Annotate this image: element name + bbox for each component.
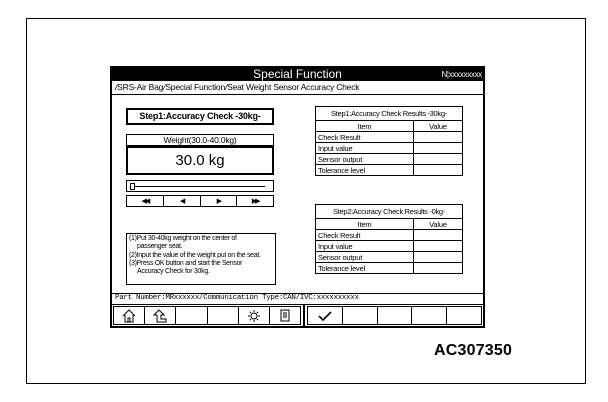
toolbar-right-group [307,306,482,325]
scan-tool-screen [110,66,485,328]
toolbar-divider [303,305,305,326]
back-icon [152,309,168,323]
table-header-row [316,121,463,132]
row-label: Check Result [316,230,414,241]
step2-results-title: Step2:Accuracy Check Results -0kg- [315,204,463,218]
breadcrumb: /SRS-Air Bag/Special Function/Seat Weight Sensor Accuracy Check [115,82,360,92]
breadcrumb-item-srs-air-bag[interactable]: SRS-Air Bag [117,82,164,92]
breadcrumb-item-current: Seat Weight Sensor Accuracy Check [227,82,360,92]
toolbar-empty-button[interactable] [411,307,446,324]
table-row [316,252,463,263]
home-button[interactable] [114,307,144,324]
weight-label: Weight(30.0-40.0kg) [126,134,274,146]
increase-button[interactable]: ▶ [200,196,237,206]
row-value [414,252,463,263]
table-row [316,154,463,165]
toolbar-left-group [113,306,301,325]
table-row [316,165,463,176]
row-label: Input value [316,241,414,252]
row-label: Input value [316,143,414,154]
table-header-row [316,219,463,230]
figure-caption: AC307350 [434,342,513,359]
column-header-item: Item [316,219,414,230]
column-header-item: Item [316,121,414,132]
step1-results-table [315,120,463,176]
window-title: Special Function [253,67,342,81]
slider-thumb[interactable] [130,183,135,190]
row-value [414,132,463,143]
toolbar-empty-button[interactable] [207,307,238,324]
status-bar: Part Number:MRxxxxxx/Communication Type:CAN/IVC:xxxxxxxxxx [112,293,483,303]
title-bar [112,68,483,81]
back-button[interactable] [144,307,175,324]
row-label: Check Result [316,132,414,143]
column-header-value: Value [414,121,463,132]
step1-results-panel [315,106,463,176]
row-value [414,154,463,165]
table-row [316,132,463,143]
settings-button[interactable] [238,307,269,324]
row-label: Tolerance level [316,165,414,176]
step2-results-table [315,218,463,274]
slider-track [135,186,265,187]
row-label: Tolerance level [316,263,414,274]
row-value [414,263,463,274]
step2-results-panel [315,204,463,274]
instruction-line: (3)Press OK button and start the Sensor [129,259,243,267]
row-value [414,230,463,241]
step1-results-title: Step1:Accuracy Check Results -30kg- [315,106,463,120]
bottom-toolbar [112,304,483,326]
print-icon [280,309,290,322]
table-row [316,263,463,274]
row-value [414,143,463,154]
check-icon [318,311,332,321]
row-value [414,165,463,176]
instructions-box [126,233,276,285]
toolbar-empty-button[interactable] [377,307,412,324]
toolbar-empty-button[interactable] [342,307,377,324]
step-heading: Step1:Accuracy Check -30kg- [126,108,274,125]
table-row [316,143,463,154]
table-row [316,230,463,241]
instruction-line: Accuracy Check for 30kg. [137,268,210,276]
table-row [316,241,463,252]
weight-value-display: 30.0 kg [126,146,274,175]
ok-button[interactable] [308,307,342,324]
fast-increase-button[interactable]: ▶▶ [236,196,273,206]
instruction-line: passenger seat. [137,243,183,251]
print-button[interactable] [269,307,300,324]
weight-adjust-controls [126,195,274,207]
fast-decrease-button[interactable]: ◀◀ [141,198,149,205]
breadcrumb-item-special-function[interactable]: Special Function [165,82,225,92]
row-value [414,241,463,252]
breadcrumb-divider [112,94,483,95]
column-header-value: Value [414,219,463,230]
instruction-line: (1)Put 30-40kg weight on the center of [129,235,237,242]
toolbar-empty-button[interactable] [175,307,206,324]
weight-slider[interactable] [126,180,274,192]
toolbar-empty-button[interactable] [446,307,481,324]
row-label: Sensor output [316,154,414,165]
settings-icon [248,310,260,322]
row-label: Sensor output [316,252,414,263]
device-serial: N¦xxxxxxxxx [441,70,482,79]
instruction-line: (2)Input the value of the weight put on the seat. [129,251,261,259]
home-icon [122,309,136,323]
decrease-button[interactable]: ◀ [163,196,200,206]
